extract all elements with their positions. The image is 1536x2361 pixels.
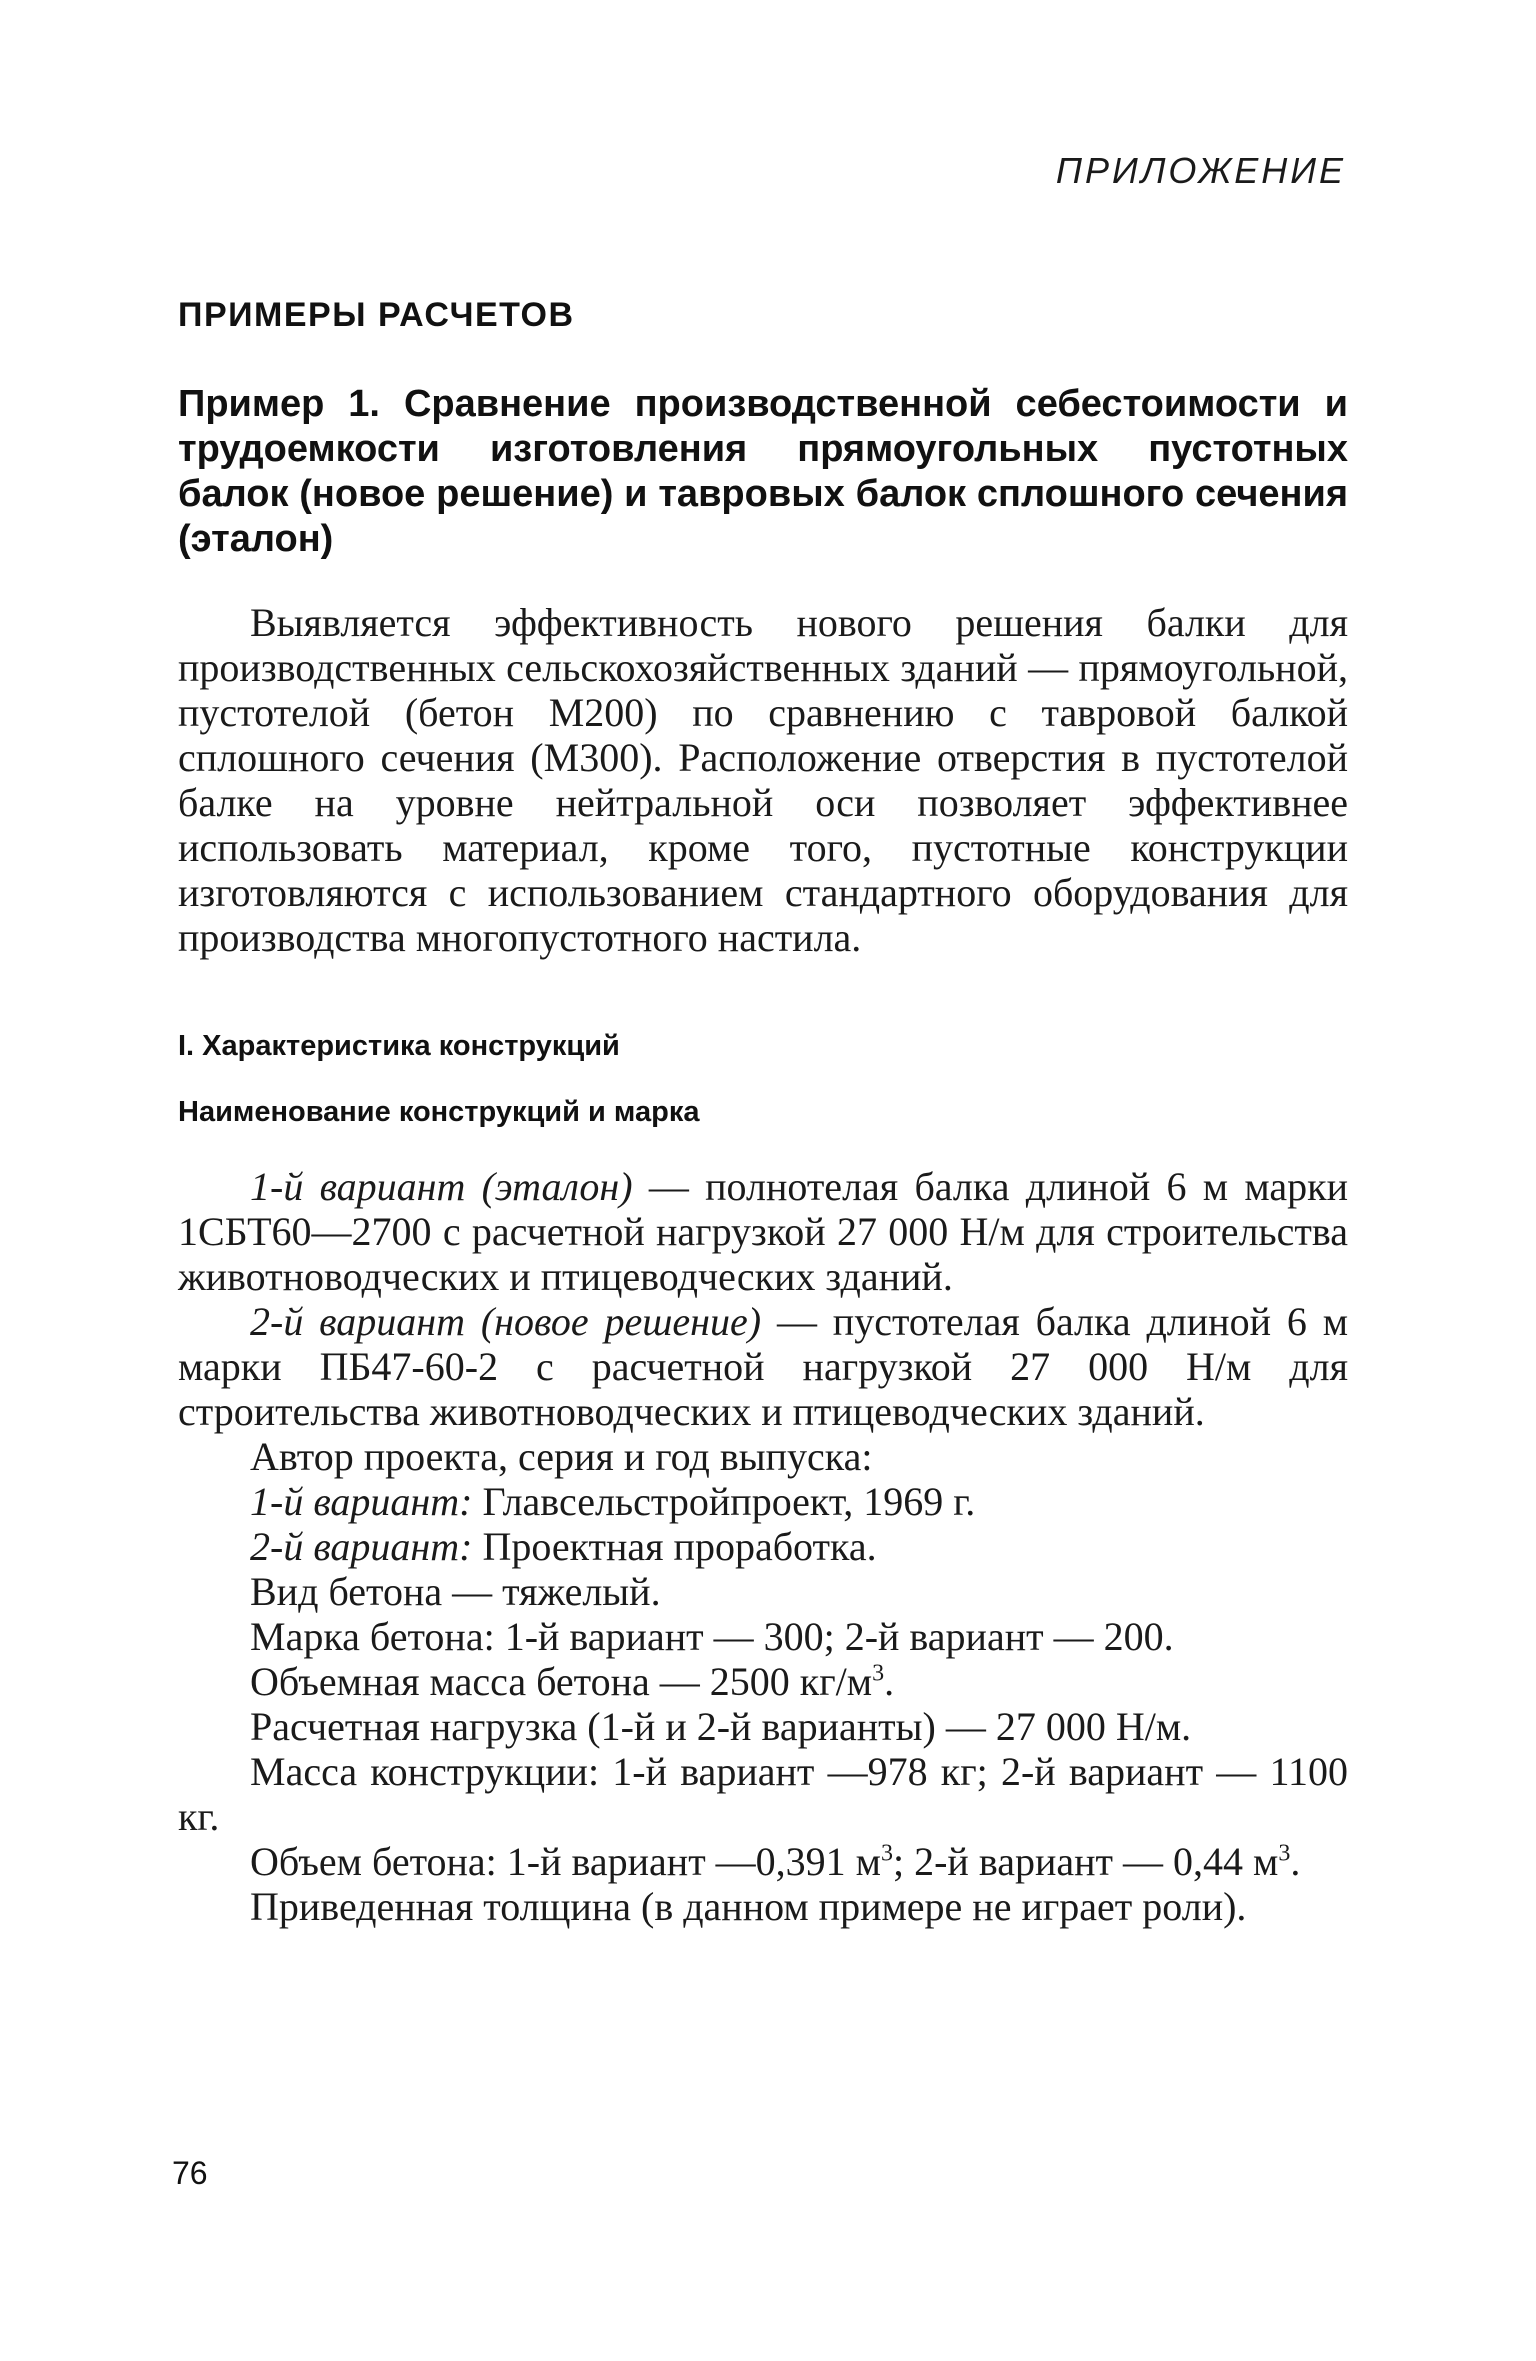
author-line: Автор проекта, серия и год выпуска:	[250, 1434, 873, 1479]
author-variant-2	[178, 1524, 1348, 1569]
page-number: 76	[172, 2155, 208, 2191]
variant-1-label: 1-й вариант (эталон)	[250, 1164, 633, 1209]
volume-superscript-2: 3	[1278, 1840, 1291, 1867]
concrete-grade: Марка бетона: 1-й вариант — 300; 2-й вариант — 200.	[250, 1614, 1174, 1659]
appendix-label: ПРИЛОЖЕНИЕ	[1055, 150, 1346, 191]
example-title: Пример 1. Сравнение производственной себестоимости и трудоемкости изготовления прямоугольных пустотных балок (новое решение) и тавровых балок сплошного сечения (эталон)	[178, 383, 1348, 560]
subsection-heading: Наименование конструкций и марка	[178, 1096, 700, 1128]
author-v2-label: 2-й вариант:	[250, 1524, 473, 1569]
section-heading: I. Характеристика конструкций	[178, 1030, 620, 1062]
variant-1-text: — полнотелая балка длиной 6 м марки 1СБТ60—2700 с расчетной нагрузкой 27 000 Н/м для строительства животноводческих и птицеводческих зданий.	[178, 1164, 1348, 1299]
density-text: Объемная масса бетона — 2500 кг/м	[250, 1659, 873, 1704]
density-superscript: 3	[872, 1660, 885, 1687]
author-v1-label: 1-й вариант:	[250, 1479, 473, 1524]
variant-2-label: 2-й вариант (новое решение)	[250, 1299, 762, 1344]
concrete-volume	[178, 1839, 1348, 1884]
author-v2-text: Проектная проработка.	[472, 1524, 877, 1569]
concrete-density: Объемная масса бетона — 2500 $кг/м^3$.	[250, 1659, 895, 1704]
variant-2-text: — пустотелая балка длиной 6 м марки ПБ47-60-2 с расчетной нагрузкой 27 000 Н/м для строительства животноводческих и птицеводческих зданий.	[178, 1299, 1349, 1434]
author-v1-text: Главсельстройпроект, 1969 г.	[472, 1479, 976, 1524]
intro-paragraph-block	[178, 600, 1348, 960]
variant-2-paragraph	[178, 1299, 1348, 1434]
volume-text-b: ; 2-й вариант — 0,44 м	[893, 1839, 1279, 1884]
volume-text-a: Объем бетона: 1-й вариант —0,391 м	[250, 1839, 881, 1884]
variant-1-paragraph	[178, 1164, 1348, 1299]
intro-paragraph: Выявляется эффективность нового решения балки для производственных сельскохозяйственных зданий — прямоугольной, пустотелой (бетон М200) по сравнению с тавровой балкой сплошного сечения (М300). Расположение отверстия в пустотелой балке на уровне нейтральной оси позволяет эффективнее использовать материал, кроме того, пустотные конструкции изготовляются с использованием стандартного оборудования для производства многопустотного настила.	[178, 600, 1348, 960]
author-variant-1	[178, 1479, 1348, 1524]
volume-superscript-1: 3	[881, 1840, 893, 1867]
reduced-thickness: Приведенная толщина (в данном примере не играет роли).	[250, 1884, 1247, 1929]
volume-text-end: .	[1290, 1839, 1301, 1884]
design-load: Расчетная нагрузка (1-й и 2-й варианты) — 27 000 Н/м.	[250, 1704, 1192, 1749]
concrete-type: Вид бетона — тяжелый.	[250, 1569, 661, 1614]
section-title: ПРИМЕРЫ РАСЧЕТОВ	[178, 296, 575, 334]
construction-mass: Масса конструкции: 1-й вариант —978 кг; 2-й вариант — 1100 кг.	[178, 1749, 1348, 1839]
variants-block	[178, 1164, 1348, 1929]
